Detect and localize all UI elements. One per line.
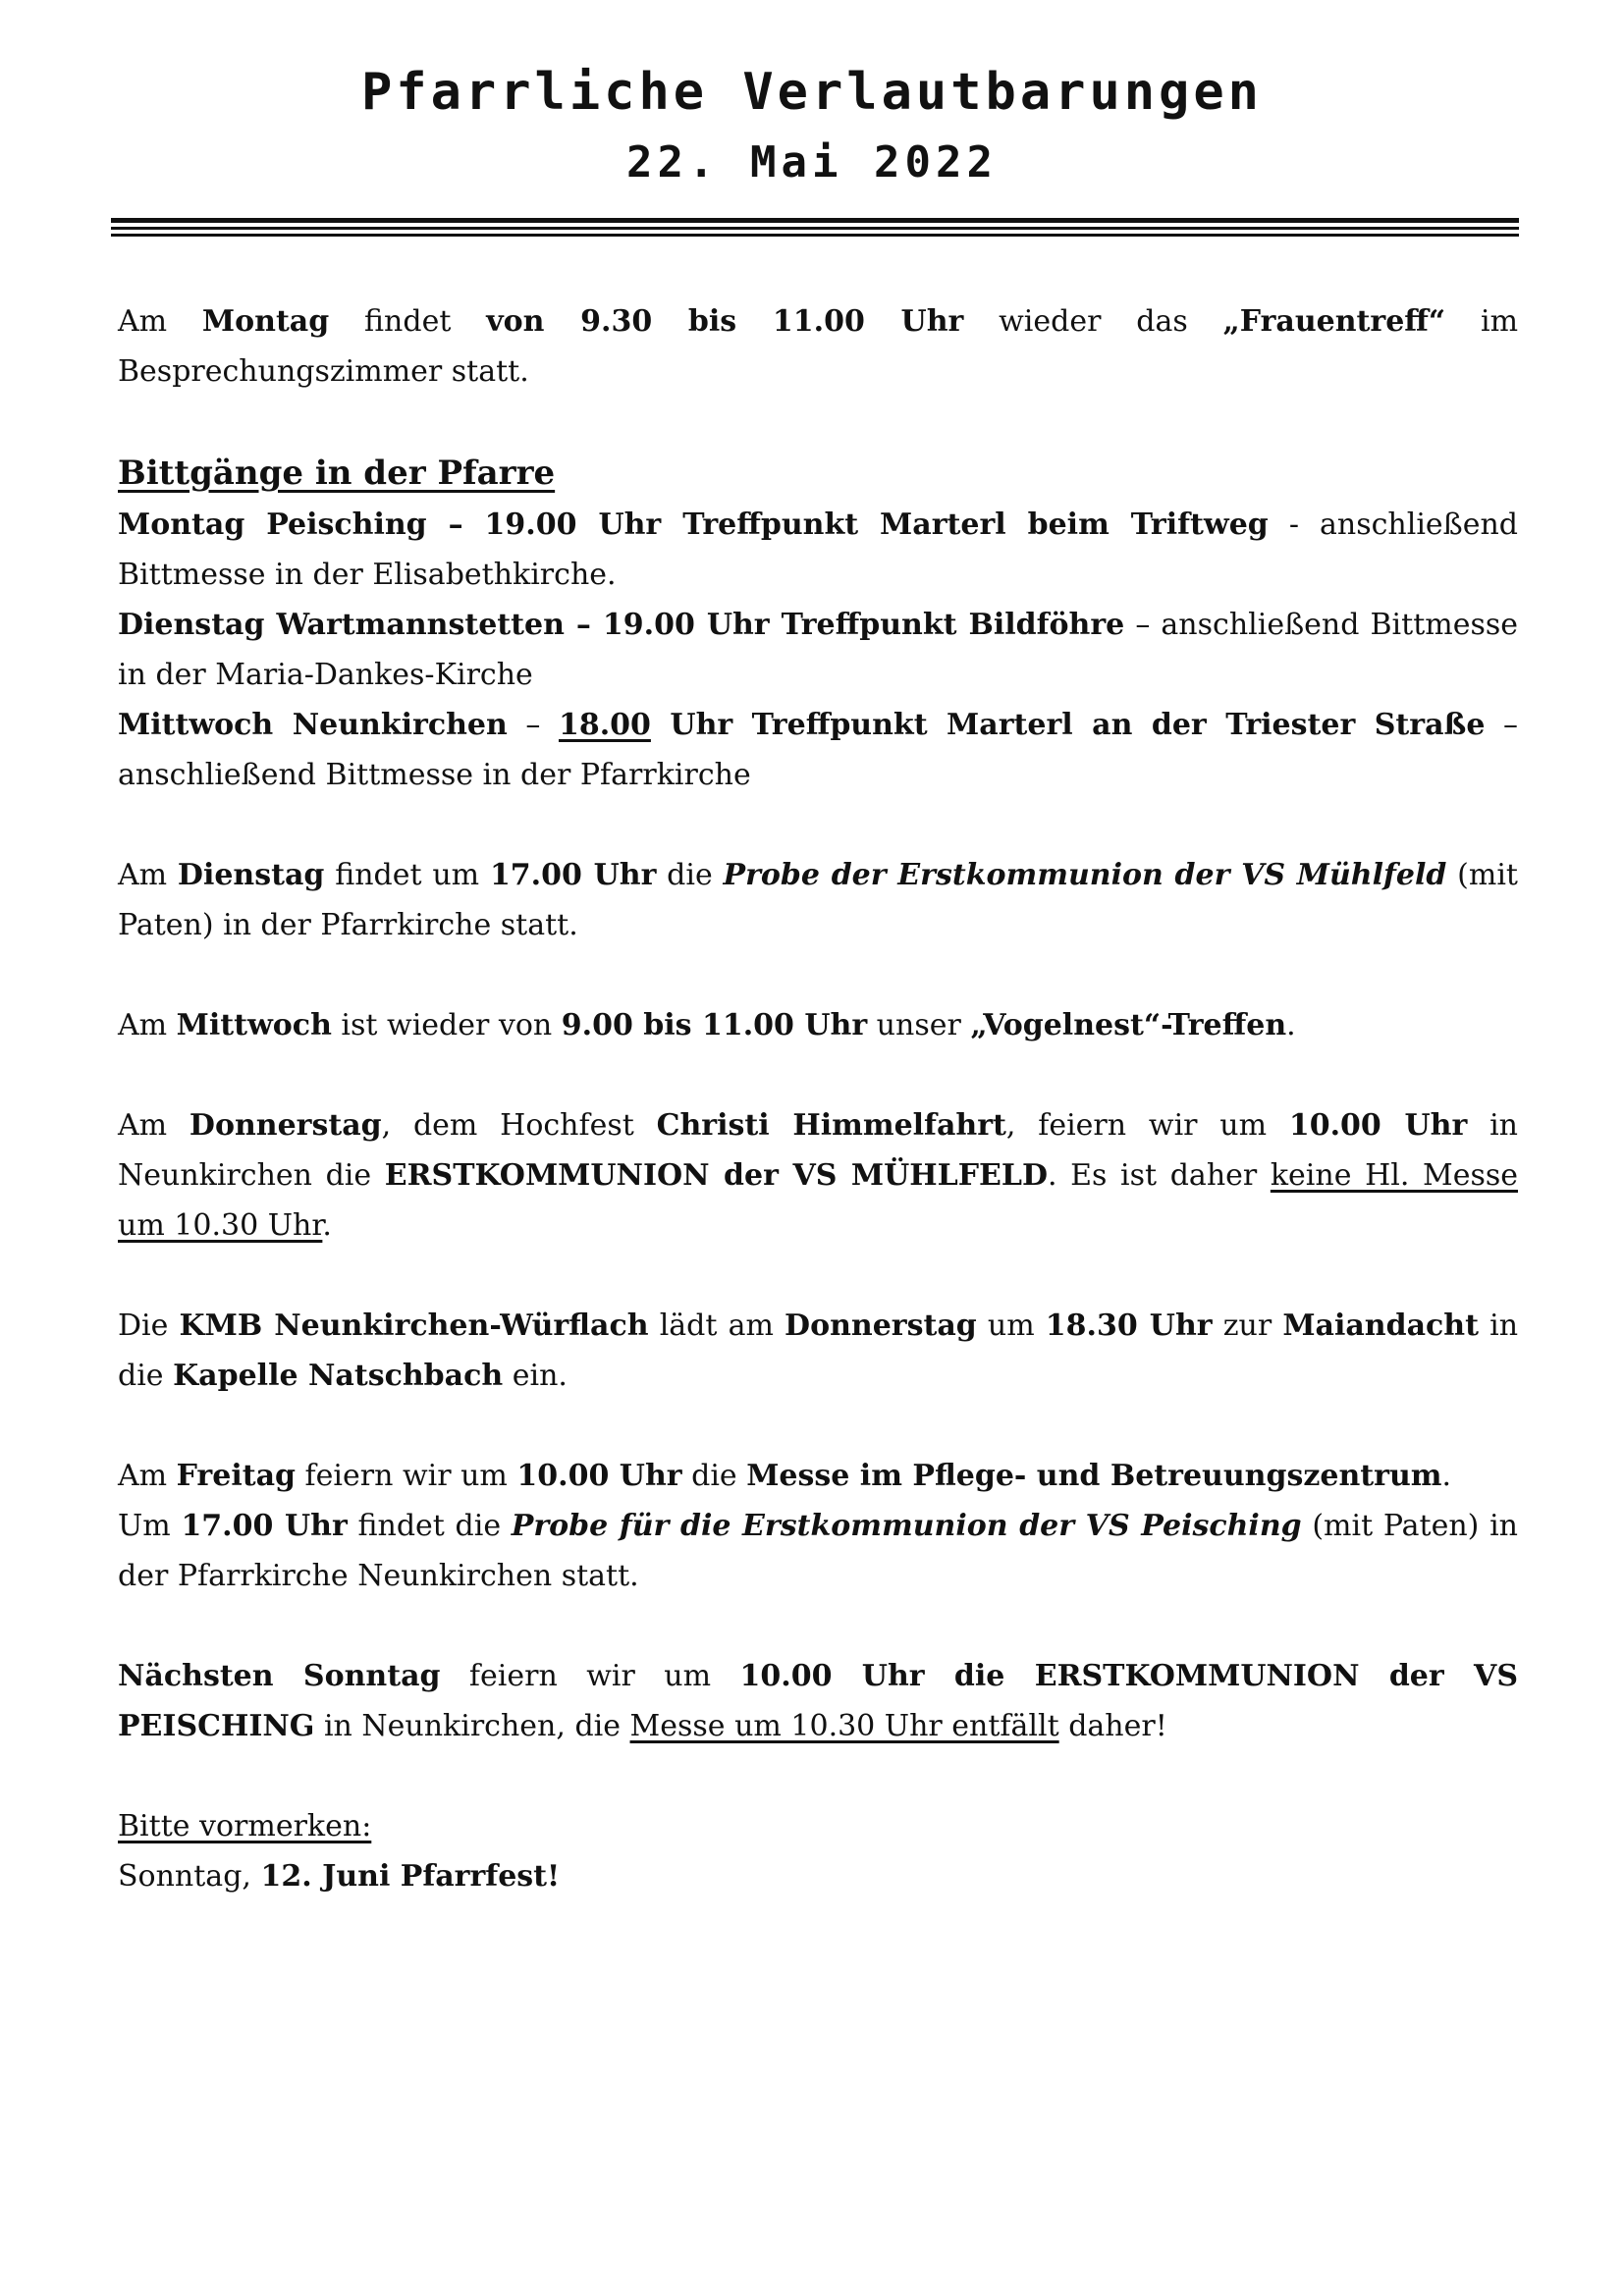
bold-text: 17.00 Uhr — [489, 858, 657, 892]
bold-text: 10.00 Uhr — [1288, 1108, 1468, 1143]
bittgang-item — [118, 500, 1518, 600]
text-span: , dem Hochfest — [381, 1108, 657, 1143]
bold-text: Freitag — [176, 1459, 296, 1493]
announcements-body — [118, 296, 1518, 1901]
bold-text: Montag — [201, 304, 330, 339]
bold-text: 18.30 Uhr — [1045, 1308, 1213, 1343]
text-span: in Neunkirchen, die — [314, 1709, 630, 1743]
text-span: (mit Paten) in der Pfarrkirche Neunkirchen statt. — [118, 1509, 1519, 1593]
text-span: lädt am — [648, 1308, 785, 1343]
bold-text: Dienstag — [177, 858, 325, 892]
header-divider-line — [111, 218, 1519, 223]
text-span: Die — [118, 1308, 180, 1343]
paragraph-mittwoch — [118, 1000, 1518, 1050]
text-span: findet um — [324, 858, 490, 892]
text-span: ein. — [503, 1359, 568, 1393]
spacer — [118, 1601, 1518, 1651]
text-span: Am — [118, 304, 202, 339]
bold-italic-text: Probe der Erstkommunion der VS Mühlfeld — [723, 858, 1447, 892]
bold-text: ERSTKOMMUNION der VS MÜHLFELD — [384, 1158, 1048, 1193]
bold-text: Mittwoch — [176, 1008, 332, 1042]
bold-italic-text: Probe für die Erstkommunion der VS Peisching — [511, 1509, 1302, 1543]
text-span: . — [1286, 1008, 1296, 1042]
spacer — [118, 1751, 1518, 1801]
bold-text: 17.00 Uhr — [181, 1509, 348, 1543]
bold-text: von 9.30 bis 11.00 Uhr — [486, 304, 964, 339]
bold-text: Nächsten Sonntag — [118, 1659, 441, 1693]
spacer — [118, 1050, 1518, 1100]
underlined-text: Messe um 10.30 Uhr entfällt — [629, 1709, 1059, 1743]
bold-text: Donnerstag — [785, 1308, 977, 1343]
text-span: – anschließend Bittmesse in der Maria-Dankes-Kirche — [118, 608, 1518, 692]
spacer — [118, 950, 1518, 1000]
bold-text: Dienstag Wartmannstetten – 19.00 Uhr Treffpunkt Bildföhre — [118, 608, 1125, 642]
text-span: die — [656, 858, 724, 892]
bold-text: Montag Peisching – 19.00 Uhr Treffpunkt Marterl beim Triftweg — [118, 507, 1269, 542]
paragraph-vormerken — [118, 1801, 1518, 1901]
bold-text: 10.00 Uhr die ERSTKOMMUNION der VS PEISCHING — [118, 1659, 1518, 1743]
text-span: in die — [118, 1308, 1519, 1393]
text-span: wieder das — [963, 304, 1223, 339]
text-span: Am — [118, 1459, 177, 1493]
bold-text: Mittwoch Neunkirchen — [118, 708, 508, 742]
text-span: Sonntag, — [118, 1859, 261, 1894]
bold-text: „Frauentreff“ — [1222, 304, 1446, 339]
text-span: Um — [118, 1509, 182, 1543]
bittgang-item — [118, 700, 1518, 800]
paragraph-freitag — [118, 1451, 1518, 1601]
underlined-bold-text: 18.00 — [558, 708, 651, 742]
text-span: . — [1441, 1459, 1452, 1493]
text-span: zur — [1212, 1308, 1283, 1343]
text-span: Am — [118, 1108, 189, 1143]
text-span: unser — [867, 1008, 971, 1042]
text-span: , feiern wir um — [1005, 1108, 1289, 1143]
underlined-label: Bitte vormerken: — [118, 1809, 372, 1843]
text-span: Am — [118, 1008, 177, 1042]
bold-text: Messe im Pflege- und Betreuungszentrum — [746, 1459, 1442, 1493]
text-span: ist wieder von — [331, 1008, 562, 1042]
paragraph-frauentreff — [118, 296, 1518, 397]
page-title: Pfarrliche Verlautbarungen — [361, 63, 1263, 122]
text-span: . — [322, 1208, 332, 1243]
text-span: um — [976, 1308, 1046, 1343]
bold-text: Christi Himmelfahrt — [656, 1108, 1006, 1143]
paragraph-dienstag — [118, 850, 1518, 950]
spacer — [118, 1251, 1518, 1301]
text-span: feiern wir um — [296, 1459, 517, 1493]
spacer — [118, 1401, 1518, 1451]
header-divider-line — [111, 227, 1519, 230]
bold-text: Maiandacht — [1282, 1308, 1479, 1343]
paragraph-donnerstag — [118, 1100, 1518, 1251]
text-span: – — [507, 708, 559, 742]
bold-text: 10.00 Uhr — [516, 1459, 682, 1493]
bold-text: Kapelle Natschbach — [173, 1359, 504, 1393]
text-span: (mit Paten) in der Pfarrkirche statt. — [118, 858, 1518, 942]
text-span: Am — [118, 858, 178, 892]
bold-text: 9.00 bis 11.00 Uhr — [561, 1008, 868, 1042]
page-date: 22. Mai 2022 — [626, 137, 998, 187]
bittgang-item — [118, 600, 1518, 700]
text-span: – anschließend Bittmesse in der Pfarrkirche — [118, 708, 1518, 792]
text-span: feiern wir um — [440, 1659, 740, 1693]
bold-text: Donnerstag — [189, 1108, 382, 1143]
bold-text: KMB Neunkirchen-Würflach — [179, 1308, 649, 1343]
text-span: - anschließend Bittmesse in der Elisabethkirche. — [118, 507, 1518, 592]
paragraph-kmb — [118, 1301, 1518, 1401]
bold-text: 12. Juni Pfarrfest! — [260, 1859, 561, 1894]
text-span: . Es ist daher — [1048, 1158, 1271, 1193]
bold-text: Uhr Treffpunkt Marterl an der Triester Straße — [650, 708, 1486, 742]
spacer — [118, 397, 1518, 447]
text-span: findet die — [347, 1509, 512, 1543]
header-divider-line — [111, 234, 1519, 237]
bold-text: „Vogelnest“-Treffen — [970, 1008, 1287, 1042]
spacer — [118, 800, 1518, 850]
text-span: findet — [329, 304, 487, 339]
text-span: in Neunkirchen die — [118, 1108, 1519, 1193]
paragraph-sonntag — [118, 1651, 1518, 1751]
underlined-text: keine Hl. Messe um 10.30 Uhr — [118, 1158, 1519, 1243]
text-span: daher! — [1058, 1709, 1167, 1743]
text-span: im Besprechungszimmer statt. — [118, 304, 1519, 389]
text-span: die — [681, 1459, 747, 1493]
section-heading-bittgaenge: Bittgänge in der Pfarre — [118, 454, 556, 493]
